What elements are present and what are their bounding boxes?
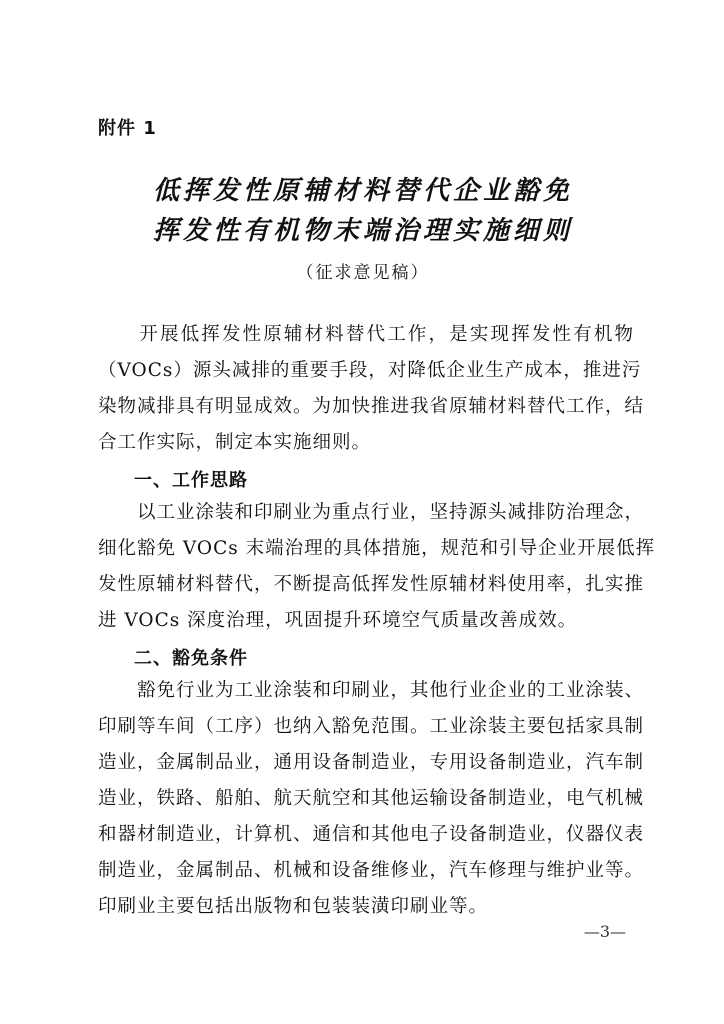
section-1-line-4: 进 VOCs 深度治理，巩固提升环境空气质量改善成效。 xyxy=(98,610,578,631)
section-2-heading: 二、豁免条件 xyxy=(134,648,248,669)
section-1-line-3: 发性原辅材料替代，不断提高低挥发性原辅材料使用率，扎实推 xyxy=(98,574,645,595)
document-title-line-1: 低挥发性原辅材料替代企业豁免 xyxy=(152,176,573,206)
section-2-line-2: 印刷等车间（工序）也纳入豁免范围。工业涂装主要包括家具制 xyxy=(98,716,645,737)
section-1-heading: 一、工作思路 xyxy=(134,470,248,491)
intro-line-3: 染物减排具有明显成效。为加快推进我省原辅材料替代工作，结 xyxy=(98,396,645,417)
document-title-line-2: 挥发性有机物末端治理实施细则 xyxy=(152,216,573,246)
intro-line-1: 开展低挥发性原辅材料替代工作，是实现挥发性有机物 xyxy=(98,324,634,345)
section-2-line-7: 印刷业主要包括出版物和包装装潢印刷业等。 xyxy=(98,896,489,917)
section-1-line-1: 以工业涂装和印刷业为重点行业，坚持源头减排防治理念， xyxy=(98,502,645,523)
page-number: —3— xyxy=(583,922,626,941)
section-2-line-4: 造业，铁路、船舶、航天航空和其他运输设备制造业，电气机械 xyxy=(98,788,645,809)
intro-line-2: （VOCs）源头减排的重要手段，对降低企业生产成本，推进污 xyxy=(98,360,642,381)
intro-line-4: 合工作实际，制定本实施细则。 xyxy=(98,432,372,453)
attachment-label: 附件 1 xyxy=(98,118,157,139)
section-1-line-2: 细化豁免 VOCs 末端治理的具体措施，规范和引导企业开展低挥 xyxy=(98,538,656,559)
section-2-line-1: 豁免行业为工业涂装和印刷业，其他行业企业的工业涂装、 xyxy=(98,680,645,701)
section-2-line-5: 和器材制造业，计算机、通信和其他电子设备制造业，仪器仪表 xyxy=(98,824,645,845)
section-2-line-3: 造业，金属制品业，通用设备制造业，专用设备制造业，汽车制 xyxy=(98,752,645,773)
section-2-line-6: 制造业，金属制品、机械和设备维修业，汽车修理与维护业等。 xyxy=(98,860,645,881)
document-subtitle: （征求意见稿） xyxy=(296,263,430,283)
